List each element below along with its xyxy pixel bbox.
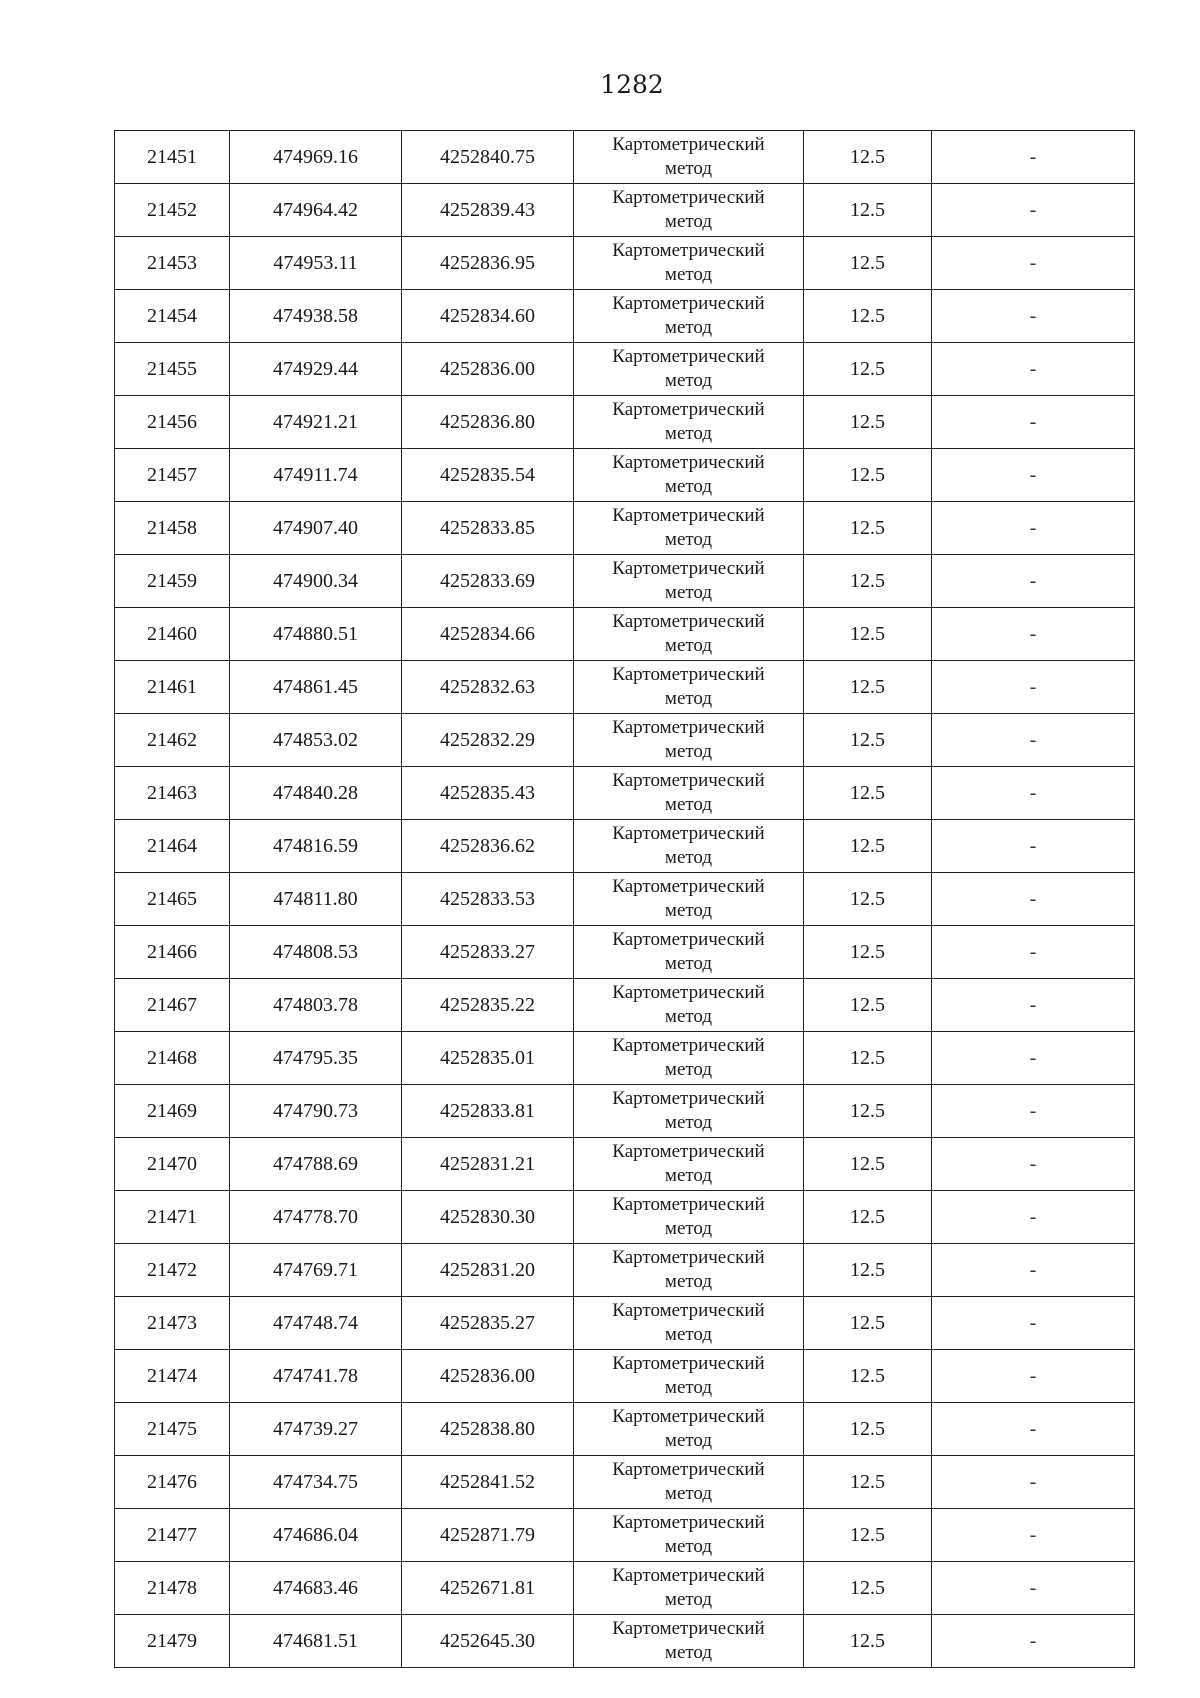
- x-coordinate-cell: 474911.74: [230, 449, 402, 502]
- table-row: [115, 608, 1135, 661]
- accuracy-cell: 12.5: [804, 979, 932, 1032]
- point-number-cell: 21473: [115, 1297, 230, 1350]
- point-number-cell: 21457: [115, 449, 230, 502]
- point-number-cell: 21464: [115, 820, 230, 873]
- point-number-cell: 21465: [115, 873, 230, 926]
- x-coordinate-cell: 474778.70: [230, 1191, 402, 1244]
- method-cell: [574, 1244, 804, 1297]
- y-coordinate-cell: 4252836.00: [402, 1350, 574, 1403]
- accuracy-cell: 12.5: [804, 502, 932, 555]
- point-number-cell: 21477: [115, 1509, 230, 1562]
- description-cell: -: [932, 714, 1135, 767]
- method-cell: [574, 1403, 804, 1456]
- accuracy-cell: 12.5: [804, 1244, 932, 1297]
- method-line-2: метод: [664, 264, 713, 285]
- y-coordinate-cell: 4252835.22: [402, 979, 574, 1032]
- table-row: [115, 1297, 1135, 1350]
- x-coordinate-cell: 474739.27: [230, 1403, 402, 1456]
- description-cell: -: [932, 1244, 1135, 1297]
- method-cell: [574, 1456, 804, 1509]
- method-line-2: метод: [664, 794, 713, 815]
- accuracy-cell: 12.5: [804, 1032, 932, 1085]
- table-row: [115, 1244, 1135, 1297]
- accuracy-cell: 12.5: [804, 1297, 932, 1350]
- method-cell: [574, 396, 804, 449]
- y-coordinate-cell: 4252871.79: [402, 1509, 574, 1562]
- method-line-1: Картометрический: [612, 664, 765, 685]
- y-coordinate-cell: 4252833.53: [402, 873, 574, 926]
- table-row: [115, 396, 1135, 449]
- coordinates-table: [114, 130, 1135, 1668]
- point-number-cell: 21474: [115, 1350, 230, 1403]
- y-coordinate-cell: 4252838.80: [402, 1403, 574, 1456]
- method-line-2: метод: [664, 211, 713, 232]
- description-cell: -: [932, 1350, 1135, 1403]
- method-cell: [574, 926, 804, 979]
- accuracy-cell: 12.5: [804, 184, 932, 237]
- accuracy-cell: 12.5: [804, 767, 932, 820]
- table-row: [115, 1403, 1135, 1456]
- description-cell: -: [932, 873, 1135, 926]
- method-cell: [574, 661, 804, 714]
- description-cell: -: [932, 237, 1135, 290]
- x-coordinate-cell: 474788.69: [230, 1138, 402, 1191]
- y-coordinate-cell: 4252831.21: [402, 1138, 574, 1191]
- point-number-cell: 21478: [115, 1562, 230, 1615]
- point-number-cell: 21460: [115, 608, 230, 661]
- accuracy-cell: 12.5: [804, 1403, 932, 1456]
- x-coordinate-cell: 474938.58: [230, 290, 402, 343]
- table-row: [115, 767, 1135, 820]
- method-cell: [574, 290, 804, 343]
- table-row: [115, 290, 1135, 343]
- x-coordinate-cell: 474741.78: [230, 1350, 402, 1403]
- y-coordinate-cell: 4252833.81: [402, 1085, 574, 1138]
- point-number-cell: 21462: [115, 714, 230, 767]
- accuracy-cell: 12.5: [804, 1509, 932, 1562]
- x-coordinate-cell: 474748.74: [230, 1297, 402, 1350]
- y-coordinate-cell: 4252833.27: [402, 926, 574, 979]
- table-row: [115, 237, 1135, 290]
- table-row: [115, 449, 1135, 502]
- y-coordinate-cell: 4252671.81: [402, 1562, 574, 1615]
- table-row: [115, 131, 1135, 184]
- accuracy-cell: 12.5: [804, 714, 932, 767]
- table-row: [115, 1191, 1135, 1244]
- method-cell: [574, 184, 804, 237]
- description-cell: -: [932, 820, 1135, 873]
- method-cell: [574, 1191, 804, 1244]
- y-coordinate-cell: 4252836.80: [402, 396, 574, 449]
- method-line-1: Картометрический: [612, 1618, 765, 1639]
- x-coordinate-cell: 474853.02: [230, 714, 402, 767]
- method-line-2: метод: [664, 423, 713, 444]
- point-number-cell: 21454: [115, 290, 230, 343]
- method-line-1: Картометрический: [612, 1565, 765, 1586]
- x-coordinate-cell: 474683.46: [230, 1562, 402, 1615]
- method-line-1: Картометрический: [612, 1088, 765, 1109]
- method-line-1: Картометрический: [612, 717, 765, 738]
- point-number-cell: 21452: [115, 184, 230, 237]
- x-coordinate-cell: 474900.34: [230, 555, 402, 608]
- point-number-cell: 21466: [115, 926, 230, 979]
- method-cell: [574, 714, 804, 767]
- method-line-1: Картометрический: [612, 134, 765, 155]
- point-number-cell: 21472: [115, 1244, 230, 1297]
- method-line-2: метод: [664, 953, 713, 974]
- point-number-cell: 21467: [115, 979, 230, 1032]
- page-number: 1282: [600, 70, 664, 99]
- accuracy-cell: 12.5: [804, 449, 932, 502]
- description-cell: -: [932, 184, 1135, 237]
- method-line-1: Картометрический: [612, 929, 765, 950]
- table-row: [115, 343, 1135, 396]
- method-line-2: метод: [664, 741, 713, 762]
- point-number-cell: 21451: [115, 131, 230, 184]
- accuracy-cell: 12.5: [804, 1456, 932, 1509]
- method-line-2: метод: [664, 158, 713, 179]
- method-cell: [574, 1562, 804, 1615]
- y-coordinate-cell: 4252833.69: [402, 555, 574, 608]
- point-number-cell: 21453: [115, 237, 230, 290]
- method-line-2: метод: [664, 847, 713, 868]
- description-cell: -: [932, 396, 1135, 449]
- method-line-2: метод: [664, 1218, 713, 1239]
- accuracy-cell: 12.5: [804, 661, 932, 714]
- x-coordinate-cell: 474907.40: [230, 502, 402, 555]
- y-coordinate-cell: 4252834.66: [402, 608, 574, 661]
- method-line-2: метод: [664, 1006, 713, 1027]
- description-cell: -: [932, 502, 1135, 555]
- accuracy-cell: 12.5: [804, 555, 932, 608]
- accuracy-cell: 12.5: [804, 396, 932, 449]
- method-cell: [574, 767, 804, 820]
- method-cell: [574, 555, 804, 608]
- method-line-1: Картометрический: [612, 1141, 765, 1162]
- method-line-2: метод: [664, 1324, 713, 1345]
- method-line-1: Картометрический: [612, 1300, 765, 1321]
- x-coordinate-cell: 474811.80: [230, 873, 402, 926]
- table-row: [115, 1456, 1135, 1509]
- method-line-2: метод: [664, 529, 713, 550]
- description-cell: -: [932, 343, 1135, 396]
- description-cell: -: [932, 1403, 1135, 1456]
- method-cell: [574, 1032, 804, 1085]
- method-line-1: Картометрический: [612, 505, 765, 526]
- y-coordinate-cell: 4252830.30: [402, 1191, 574, 1244]
- method-cell: [574, 343, 804, 396]
- description-cell: -: [932, 1297, 1135, 1350]
- y-coordinate-cell: 4252833.85: [402, 502, 574, 555]
- description-cell: -: [932, 555, 1135, 608]
- point-number-cell: 21479: [115, 1615, 230, 1668]
- table-row: [115, 1085, 1135, 1138]
- description-cell: -: [932, 449, 1135, 502]
- method-line-2: метод: [664, 1430, 713, 1451]
- description-cell: -: [932, 1032, 1135, 1085]
- point-number-cell: 21475: [115, 1403, 230, 1456]
- x-coordinate-cell: 474921.21: [230, 396, 402, 449]
- table-row: [115, 1032, 1135, 1085]
- table-body: [115, 131, 1135, 1668]
- y-coordinate-cell: 4252832.29: [402, 714, 574, 767]
- method-line-2: метод: [664, 1271, 713, 1292]
- point-number-cell: 21471: [115, 1191, 230, 1244]
- method-line-2: метод: [664, 1165, 713, 1186]
- method-cell: [574, 979, 804, 1032]
- y-coordinate-cell: 4252836.00: [402, 343, 574, 396]
- table-row: [115, 714, 1135, 767]
- accuracy-cell: 12.5: [804, 1138, 932, 1191]
- x-coordinate-cell: 474790.73: [230, 1085, 402, 1138]
- method-line-2: метод: [664, 1059, 713, 1080]
- accuracy-cell: 12.5: [804, 608, 932, 661]
- y-coordinate-cell: 4252835.54: [402, 449, 574, 502]
- table-row: [115, 502, 1135, 555]
- y-coordinate-cell: 4252832.63: [402, 661, 574, 714]
- accuracy-cell: 12.5: [804, 131, 932, 184]
- accuracy-cell: 12.5: [804, 1191, 932, 1244]
- table-row: [115, 661, 1135, 714]
- method-line-1: Картометрический: [612, 876, 765, 897]
- method-line-2: метод: [664, 1642, 713, 1663]
- method-line-2: метод: [664, 1483, 713, 1504]
- description-cell: -: [932, 290, 1135, 343]
- y-coordinate-cell: 4252834.60: [402, 290, 574, 343]
- accuracy-cell: 12.5: [804, 290, 932, 343]
- x-coordinate-cell: 474929.44: [230, 343, 402, 396]
- x-coordinate-cell: 474861.45: [230, 661, 402, 714]
- x-coordinate-cell: 474816.59: [230, 820, 402, 873]
- table-row: [115, 873, 1135, 926]
- description-cell: -: [932, 979, 1135, 1032]
- method-line-2: метод: [664, 1589, 713, 1610]
- point-number-cell: 21469: [115, 1085, 230, 1138]
- x-coordinate-cell: 474769.71: [230, 1244, 402, 1297]
- table-row: [115, 1350, 1135, 1403]
- method-line-1: Картометрический: [612, 823, 765, 844]
- method-cell: [574, 1297, 804, 1350]
- method-cell: [574, 131, 804, 184]
- y-coordinate-cell: 4252839.43: [402, 184, 574, 237]
- x-coordinate-cell: 474840.28: [230, 767, 402, 820]
- point-number-cell: 21470: [115, 1138, 230, 1191]
- method-line-1: Картометрический: [612, 399, 765, 420]
- method-line-2: метод: [664, 900, 713, 921]
- table-row: [115, 1138, 1135, 1191]
- method-line-2: метод: [664, 370, 713, 391]
- description-cell: -: [932, 608, 1135, 661]
- x-coordinate-cell: 474880.51: [230, 608, 402, 661]
- y-coordinate-cell: 4252840.75: [402, 131, 574, 184]
- method-line-1: Картометрический: [612, 1512, 765, 1533]
- method-line-1: Картометрический: [612, 346, 765, 367]
- method-line-2: метод: [664, 1536, 713, 1557]
- x-coordinate-cell: 474808.53: [230, 926, 402, 979]
- description-cell: -: [932, 1562, 1135, 1615]
- method-cell: [574, 1085, 804, 1138]
- method-cell: [574, 1138, 804, 1191]
- method-line-2: метод: [664, 317, 713, 338]
- description-cell: -: [932, 131, 1135, 184]
- table-row: [115, 555, 1135, 608]
- x-coordinate-cell: 474686.04: [230, 1509, 402, 1562]
- x-coordinate-cell: 474734.75: [230, 1456, 402, 1509]
- method-line-1: Картометрический: [612, 982, 765, 1003]
- description-cell: -: [932, 1509, 1135, 1562]
- method-cell: [574, 820, 804, 873]
- table-row: [115, 1562, 1135, 1615]
- y-coordinate-cell: 4252835.43: [402, 767, 574, 820]
- description-cell: -: [932, 661, 1135, 714]
- method-cell: [574, 237, 804, 290]
- method-line-1: Картометрический: [612, 558, 765, 579]
- method-line-1: Картометрический: [612, 1194, 765, 1215]
- x-coordinate-cell: 474964.42: [230, 184, 402, 237]
- accuracy-cell: 12.5: [804, 343, 932, 396]
- method-line-2: метод: [664, 635, 713, 656]
- method-line-2: метод: [664, 582, 713, 603]
- description-cell: -: [932, 1191, 1135, 1244]
- method-cell: [574, 608, 804, 661]
- table-row: [115, 979, 1135, 1032]
- accuracy-cell: 12.5: [804, 1615, 932, 1668]
- point-number-cell: 21458: [115, 502, 230, 555]
- table-row: [115, 184, 1135, 237]
- method-line-2: метод: [664, 1112, 713, 1133]
- description-cell: -: [932, 926, 1135, 979]
- method-line-2: метод: [664, 688, 713, 709]
- method-cell: [574, 1509, 804, 1562]
- x-coordinate-cell: 474969.16: [230, 131, 402, 184]
- method-cell: [574, 449, 804, 502]
- y-coordinate-cell: 4252836.62: [402, 820, 574, 873]
- accuracy-cell: 12.5: [804, 1350, 932, 1403]
- method-line-2: метод: [664, 1377, 713, 1398]
- table-row: [115, 926, 1135, 979]
- point-number-cell: 21463: [115, 767, 230, 820]
- accuracy-cell: 12.5: [804, 237, 932, 290]
- method-line-2: метод: [664, 476, 713, 497]
- method-line-1: Картометрический: [612, 187, 765, 208]
- method-cell: [574, 502, 804, 555]
- accuracy-cell: 12.5: [804, 820, 932, 873]
- accuracy-cell: 12.5: [804, 1085, 932, 1138]
- table-row: [115, 820, 1135, 873]
- description-cell: -: [932, 1456, 1135, 1509]
- y-coordinate-cell: 4252841.52: [402, 1456, 574, 1509]
- accuracy-cell: 12.5: [804, 926, 932, 979]
- method-line-1: Картометрический: [612, 240, 765, 261]
- method-cell: [574, 1615, 804, 1668]
- method-line-1: Картометрический: [612, 1406, 765, 1427]
- y-coordinate-cell: 4252835.27: [402, 1297, 574, 1350]
- point-number-cell: 21456: [115, 396, 230, 449]
- method-line-1: Картометрический: [612, 611, 765, 632]
- table-row: [115, 1615, 1135, 1668]
- method-line-1: Картометрический: [612, 1247, 765, 1268]
- y-coordinate-cell: 4252645.30: [402, 1615, 574, 1668]
- method-cell: [574, 1350, 804, 1403]
- description-cell: -: [932, 1615, 1135, 1668]
- x-coordinate-cell: 474953.11: [230, 237, 402, 290]
- point-number-cell: 21476: [115, 1456, 230, 1509]
- accuracy-cell: 12.5: [804, 873, 932, 926]
- method-line-1: Картометрический: [612, 1459, 765, 1480]
- description-cell: -: [932, 767, 1135, 820]
- description-cell: -: [932, 1085, 1135, 1138]
- method-line-1: Картометрический: [612, 1035, 765, 1056]
- y-coordinate-cell: 4252835.01: [402, 1032, 574, 1085]
- point-number-cell: 21459: [115, 555, 230, 608]
- y-coordinate-cell: 4252831.20: [402, 1244, 574, 1297]
- x-coordinate-cell: 474803.78: [230, 979, 402, 1032]
- x-coordinate-cell: 474681.51: [230, 1615, 402, 1668]
- y-coordinate-cell: 4252836.95: [402, 237, 574, 290]
- point-number-cell: 21468: [115, 1032, 230, 1085]
- description-cell: -: [932, 1138, 1135, 1191]
- accuracy-cell: 12.5: [804, 1562, 932, 1615]
- table-row: [115, 1509, 1135, 1562]
- point-number-cell: 21461: [115, 661, 230, 714]
- method-line-1: Картометрический: [612, 293, 765, 314]
- method-line-1: Картометрический: [612, 1353, 765, 1374]
- method-cell: [574, 873, 804, 926]
- method-line-1: Картометрический: [612, 452, 765, 473]
- point-number-cell: 21455: [115, 343, 230, 396]
- x-coordinate-cell: 474795.35: [230, 1032, 402, 1085]
- method-line-1: Картометрический: [612, 770, 765, 791]
